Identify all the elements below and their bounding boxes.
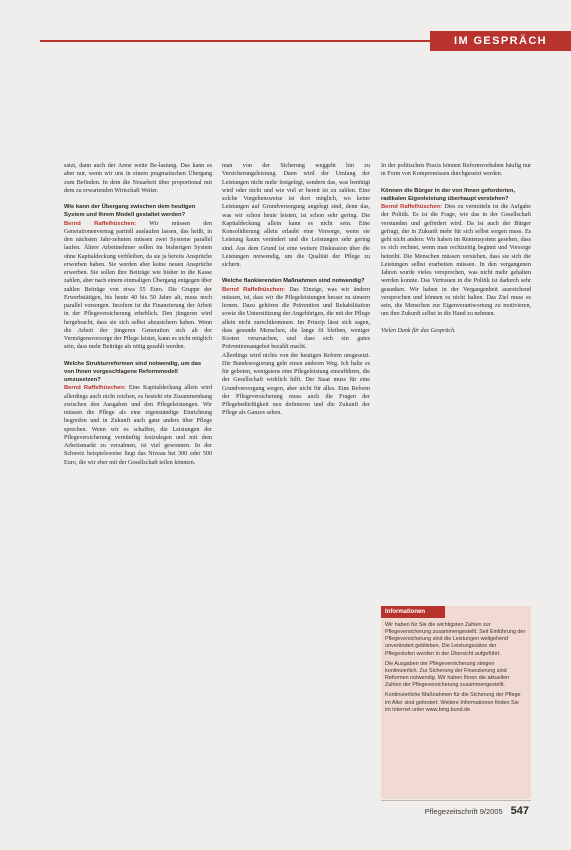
interview-question: Welche flankierenden Maßnahmen sind notwendig?	[222, 278, 365, 285]
info-paragraph: Wir haben für Sie die wichtigsten Zahlen zur Pflegeversicherung zusammengestellt. Seit Einführung der Pflegeversicherung sind die Leistungen weitgehend unverändert geblieben. Die Leistungssätze der Pflegestufen werden in der Übersicht aufgeführt.	[385, 622, 526, 657]
text-column-1	[64, 162, 212, 467]
page-number: 547	[510, 805, 529, 817]
interview-answer	[64, 220, 212, 352]
closing-line: Vielen Dank für das Gespräch.	[381, 327, 456, 334]
answer-text: Das Einzige, was wir ändern müssen, ist, dass wir die Pflegeleistungen besser zu steuern lernen. Dazu gehören die Prävention und Rehabilitation sowie die Unterstützung der Angehörigen, die mit der Pflege allein nicht zurechtkommen. Im Prinzip lässt sich sagen, dass gesunde Menschen, die lange fit bleiben, weniger Kosten verursachen, und dass sich ein gutes Präventionsangebot bezahlt macht.	[222, 286, 370, 351]
speaker-name: Bernd Raffelhüschen:	[381, 204, 443, 210]
info-box-text	[385, 622, 526, 717]
section-label: IM GESPRÄCH	[430, 31, 571, 51]
body-paragraph: In der politischen Praxis können Reformvorhaben häufig nur in Form von Kompromissen durchgesetzt werden.	[381, 163, 531, 178]
journal-issue: Pflegezeitschrift 9/2005	[424, 807, 503, 816]
interview-answer	[222, 286, 370, 352]
body-paragraph: Allerdings wird nichts von der heutigen Reform umgesetzt. Die Bundesregierung geht einen anderen Weg. Ich halte es für geboten, wenigstens eine Pflegeleistung einzuführen, die der Gesellschaft wirklich hilft. Der Staat muss für eine Grundversorgung sorgen, aber nicht für alles. Eine Reform der Pflegeversicherung muss auch die Fragen der Pflegebedürftigkeit neu definieren und die Zukunft der Pflege als Ganzes sehen.	[222, 352, 370, 417]
speaker-name: Bernd Raffelhüschen:	[222, 286, 286, 293]
interview-question: Welche Strukturreformen sind notwendig, um das von Ihnen vorgeschlagene Reformmodell umzusetzen?	[64, 360, 202, 383]
info-box-title: Informationen	[381, 606, 445, 618]
interview-answer	[381, 203, 531, 319]
interview-question: Können die Bürger in der von Ihnen geforderten, radikalen Eigenleistung überhaupt verstehen?	[381, 187, 515, 202]
info-box	[381, 606, 531, 799]
speaker-name: Bernd Raffelhüschen:	[64, 385, 126, 392]
interview-answer	[64, 384, 212, 467]
text-column-2	[222, 162, 370, 418]
body-paragraph: man von der Sicherung weggeht hin zu Versicherungsleistung. Dann wird der Umfang der Leistungen nicht mehr festgelegt, sondern das, was benötigt wird oder nicht und wie viel er bereit ist zu zahlen. Eine solche Vorgehensweise ist dort möglich, wo keine Leistungen auf Grundversorgung angelegt sind, denn das, was wir schon heute leisten, ist schon sehr gering. Die Kapitaldeckung allein kann es nicht sein. Eine Konsolidierung allein erlaubt eine Vorsorge, wenn sie Leistung kaum verändert und die Leistungen sehr gering sind. Aus dem Grund ist eine weitere Diskussion über die Leistungen notwendig, um die Qualität der Pflege zu sichern.	[222, 163, 370, 268]
speaker-name: Bernd Raffelhüschen:	[64, 220, 137, 227]
text-column-3	[381, 162, 531, 335]
body-paragraph: satzt, dann auch der Arme weite Be-lastung. Das kann es aber nur, wenn wir uns in einem pragmatischen Übergang zum Befinden. In dem die Neuarbeit über proportional mit dem zu erwartenden Wirtschaft Weiter.	[64, 163, 212, 194]
footer-rule	[381, 800, 531, 801]
page-footer	[425, 805, 529, 817]
interview-question: Wie kann der Übergang zwischen dem heutigen System und Ihrem Modell gestaltet werden?	[64, 204, 196, 219]
answer-text: Dies zu vermitteln ist die Aufgabe der Politik. Es ist die Frage, wie das in der Gesellschaft verstanden und gefördert wird. Da ist auch der Bürger gefragt, der in Zukunft mehr für sich selbst sorgen muss. Es geht nicht anders: Wir haben im Rentensystem gesehen, dass es sich rechnet, wenn man rechtzeitig beginnt und Vorsorge betreibt. Die Menschen müssen verstehen, dass sie sich die Leistungen selbst erarbeiten müssen. In den vergangenen Jahren wurde vieles versprochen, was nicht mehr gehalten werden konnte. Das Vertrauen in die Politik ist dadurch sehr gesunken. Wir haben in der Vergangenheit ausreichend versprochen und können es nicht halten. Das Ziel muss es sein, die Menschen zur Eigenverantwortung zu motivieren, um ihre Zukunft selbst in die Hand zu nehmen.	[381, 204, 531, 318]
info-paragraph: Kontinuierliche Maßnahmen für die Sicherung der Pflege im Alter sind gefordert. Weitere Informationen finden Sie im Internet unter www.bmg.bund.de	[385, 692, 521, 713]
answer-text: Eine Kapitaldeckung allein wird allerdings auch nicht reichen, es besteht ein Zusammenhang zwischen den Ausgaben und den Pflegeleistungen. Wir müssen die Pflege als eine eigenständige Einrichtung begreifen und in Zukunft auch ganz anders über Pflege sprechen. Wenn wir es schaffen, die Leistungen der Pflegeversicherung vernünftig festzulegen und mit dem Arbeitsmarkt zu verzahnen, ist viel gewonnen. In der Schweiz beispielsweise liegt das Niveau bei 300 oder 500 Euro, die wir eher mit der Gesellschaft teilen könnten.	[64, 385, 212, 466]
info-paragraph: Die Ausgaben der Pflegeversicherung steigen kontinuierlich. Zur Sicherung der Finanzierung sind Reformen notwendig. Wir haben Ihnen die aktuellen Zahlen der Pflegeversicherung zusammengestellt.	[385, 660, 510, 689]
answer-text: Wir müssen den Generationenvertrag partiell auslaufen lassen, das heißt, in den nächsten Jahr-zehnten müssen zwei Systeme parallel laufen. Ältere Arbeitnehmer sollen im bisherigen System ohne Kapitaldeckung verbleiben, da sie ja bereits Ansprüche erworben haben. Sie werden aber keine neuen Ansprüche erwerben. Sie sollen ihre Beiträge wie bisher in die Kasse zahlen, aber nach einem einmaligen Übergang entgegen über zahlen Beiträge von etwa 55 Euro. Die Gruppe der Erwerbstätigen, bis heute 40 bis 50 Jahre alt, muss noch parallel vorsorgen. Insofern ist die Finanzierung der Arbeit in der Pflegeversicherung erheblich. Den jüngeren wird hergebracht, dass sie sich selbst abzusichern haben. Wenn die Arbeit der jüngeren Generation sich ab der Vermögensvorsorge der Pflege leistet, kann es nicht möglich sein, dass mehr Beiträge als nötig gezahlt werden.	[64, 220, 212, 351]
